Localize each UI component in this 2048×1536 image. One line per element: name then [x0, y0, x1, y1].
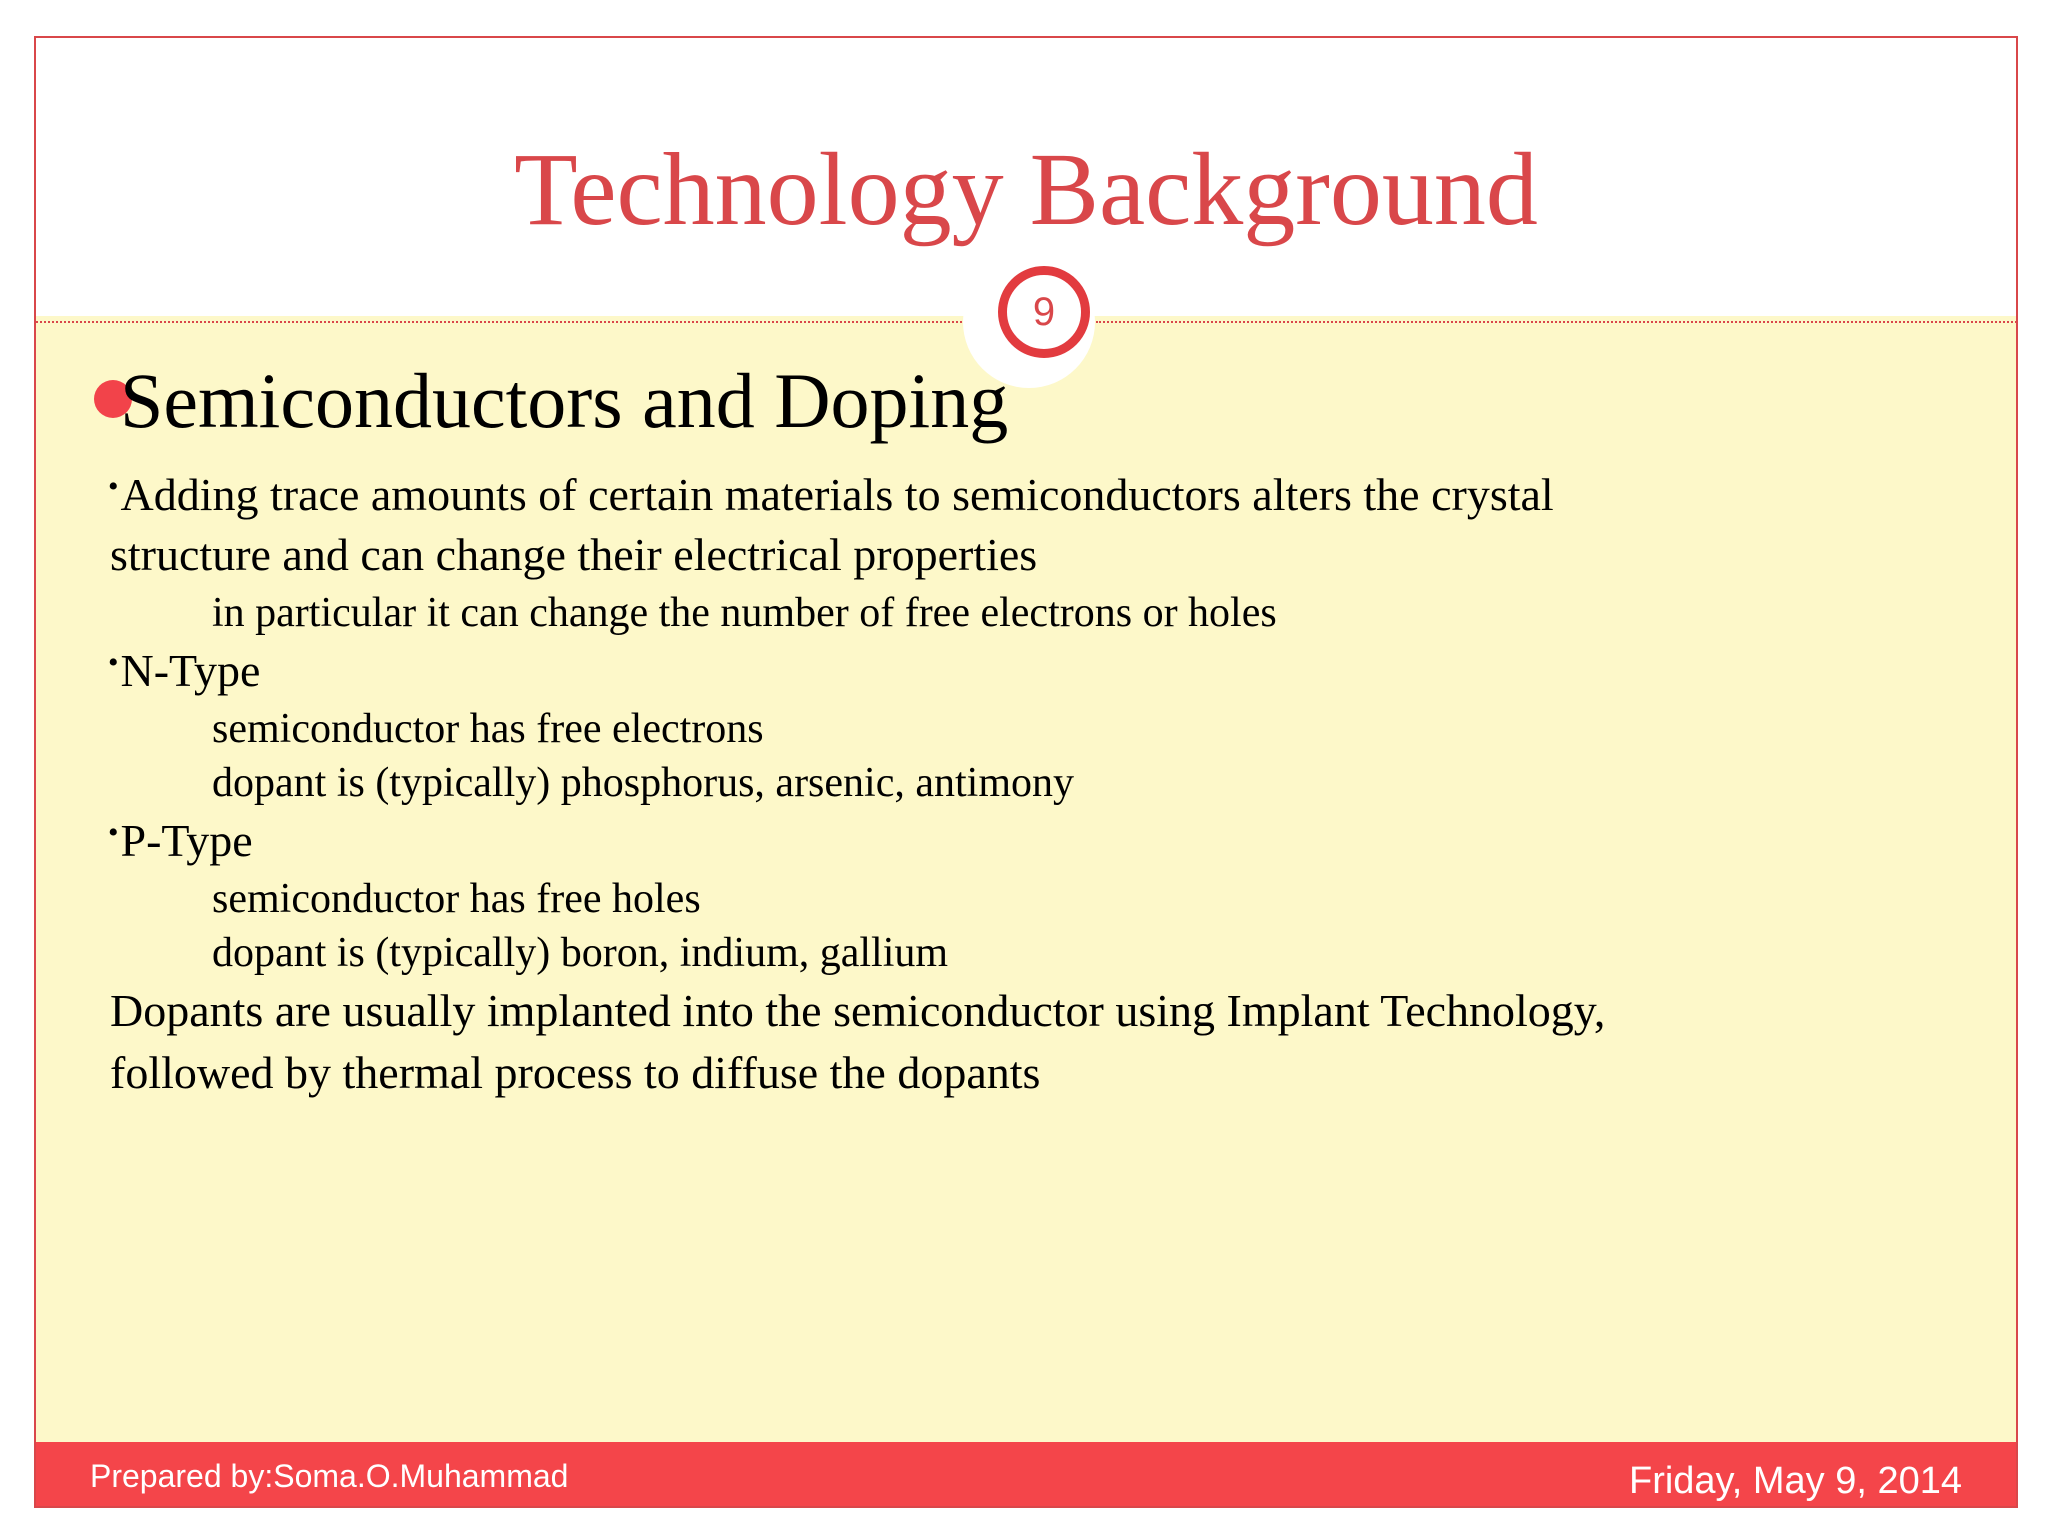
- ptype-sub-line-2: dopant is (typically) boron, indium, gallium: [212, 930, 949, 976]
- intro-sub-line: in particular it can change the number of free electrons or holes: [212, 590, 1277, 636]
- ntype-label: N-Type: [120, 645, 261, 696]
- bullet-icon: •: [108, 816, 119, 849]
- slide-title: Technology Background: [514, 132, 1538, 247]
- intro-line-1-text: Adding trace amounts of certain materials to semiconductors alters the crystal: [120, 469, 1554, 520]
- footer-bar: [36, 1442, 2016, 1508]
- ntype-sub-line-2: dopant is (typically) phosphorus, arsenic, antimony: [212, 760, 1075, 806]
- ptype-sub-line-1: semiconductor has free holes: [212, 876, 701, 922]
- footer-date: Friday, May 9, 2014: [1628, 1460, 1962, 1502]
- bullet-icon: •: [108, 646, 119, 679]
- title-divider-right: [1096, 321, 2018, 323]
- slide-number-badge: 9: [998, 266, 1090, 358]
- intro-line-1: [108, 469, 1554, 520]
- intro-line-2: structure and can change their electrical properties: [110, 529, 1038, 580]
- ntype-sub-line-1: semiconductor has free electrons: [212, 706, 764, 752]
- closing-line-2: followed by thermal process to diffuse the dopants: [110, 1047, 1041, 1098]
- bullet-icon: •: [108, 470, 119, 503]
- ptype-item: [108, 815, 253, 866]
- ptype-label: P-Type: [120, 815, 253, 866]
- title-divider-left: [36, 321, 962, 323]
- ntype-item: [108, 645, 261, 696]
- section-heading: Semiconductors and Doping: [120, 357, 1009, 444]
- footer-author: Prepared by:Soma.O.Muhammad: [90, 1458, 569, 1494]
- closing-line-1: Dopants are usually implanted into the semiconductor using Implant Technology,: [110, 985, 1606, 1036]
